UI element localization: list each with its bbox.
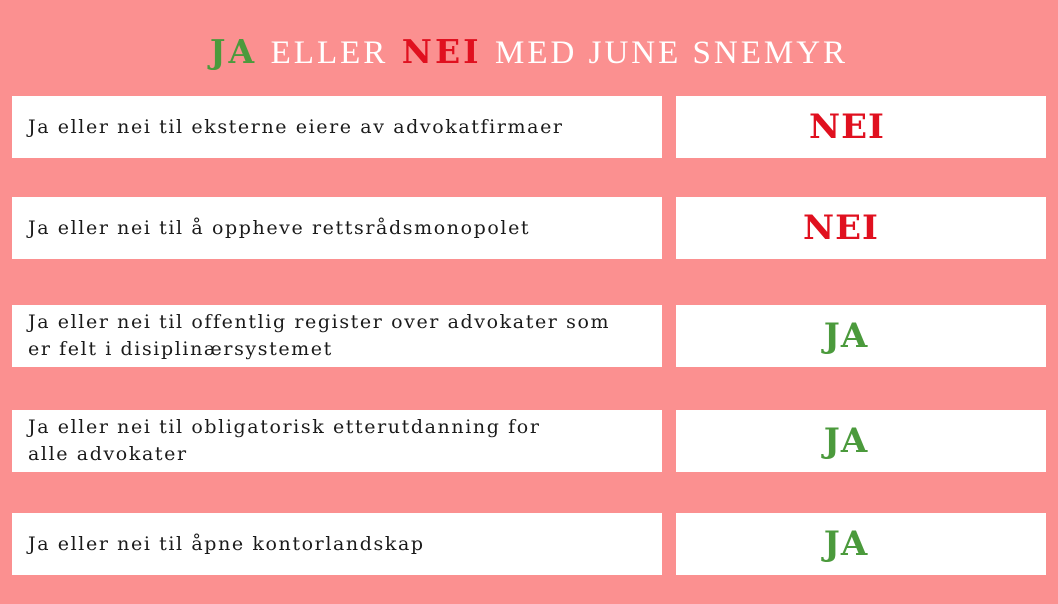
- question-text: Ja eller nei til obligatorisk etterutdanning for alle advokater: [28, 416, 541, 465]
- answer-box-5: [676, 513, 1046, 575]
- question-text: Ja eller nei til åpne kontorlandskap: [28, 532, 425, 555]
- question-box-2: [12, 197, 662, 259]
- question-text: Ja eller nei til eksterne eiere av advokatfirmaer: [28, 115, 564, 138]
- question-box-3: [12, 305, 662, 367]
- question-box-4: [12, 410, 662, 472]
- question-text: Ja eller nei til offentlig register over advokater som er felt i disiplinærsystemet: [28, 311, 611, 360]
- answer-text: NEI: [809, 107, 885, 147]
- answer-text: JA: [823, 316, 869, 356]
- answer-text: NEI: [803, 208, 879, 248]
- answer-box-2: [676, 197, 1046, 259]
- answer-box-4: [676, 410, 1046, 472]
- title-nei: NEI: [401, 32, 482, 71]
- answer-text: JA: [823, 524, 869, 564]
- answer-box-1: [676, 96, 1046, 158]
- question-box-5: [12, 513, 662, 575]
- title-eller: ELLER: [270, 35, 389, 71]
- title-rest: MED JUNE SNEMYR: [495, 35, 849, 71]
- title-ja: JA: [209, 32, 258, 71]
- page-title: [0, 30, 1058, 75]
- answer-text: JA: [823, 421, 869, 461]
- question-text: Ja eller nei til å oppheve rettsrådsmonopolet: [28, 216, 531, 239]
- answer-box-3: [676, 305, 1046, 367]
- question-box-1: [12, 96, 662, 158]
